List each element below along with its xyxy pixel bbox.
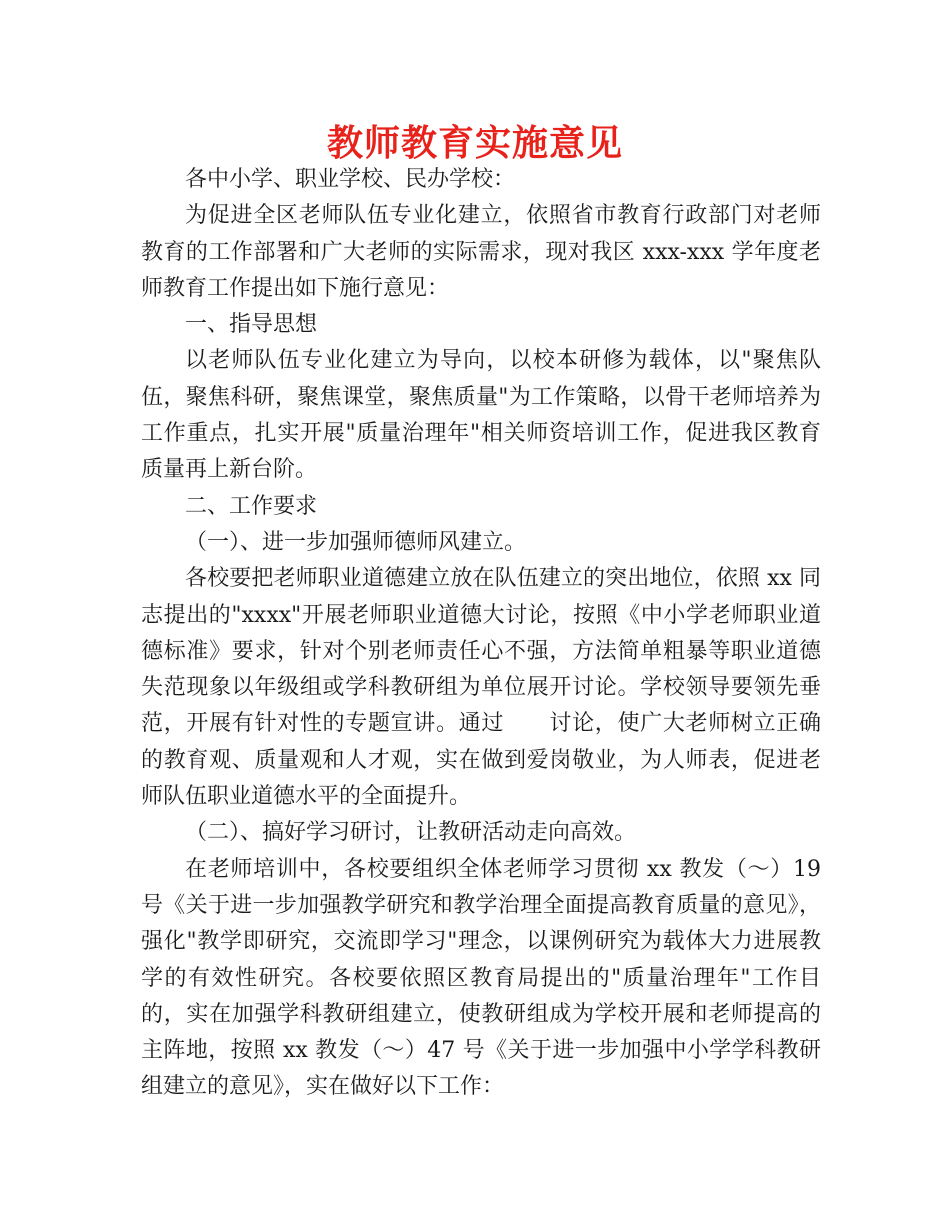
paragraph-guiding-thought: 以老师队伍专业化建立为导向，以校本研修为载体，以"聚焦队伍，聚焦科研，聚焦课堂，聚焦质量"为工作策略，以骨干老师培养为工作重点，扎实开展"质量治理年"相关师资培训工作，促进我区教育质量再上新台阶。: [141, 348, 821, 483]
paragraph-research: 在老师培训中，各校要组织全体老师学习贯彻 xx 教发（～）19 号《关于进一步加强教学研究和教学治理全面提高教育质量的意见》，强化"教学即研究，交流即学习"理念，以课例研究为载体大力进展教学的有效性研究。各校要依照区教育局提出的"质量治理年"工作目的，实在加强学科教研组建立，使教研组成为学校开展和老师提高的主阵地，按照 xx 教发（～）47 号《关于进一步加强中小学学科教研组建立的意见》，实在做好以下工作：: [141, 856, 821, 1100]
subheading-research: （二）、搞好学习研讨，让教研活动走向高效。: [185, 820, 637, 846]
paragraph-intro: 为促进全区老师队伍专业化建立，依照省市教育行政部门对老师教育的工作部署和广大老师的实际需求，现对我区 xxx-xxx 学年度老师教育工作提出如下施行意见：: [141, 203, 821, 301]
heading-work-requirements: 二、工作要求: [185, 493, 318, 519]
paragraph-salutation: 各中小学、职业学校、民办学校：: [185, 167, 516, 192]
paragraph-ethics: 各校要把老师职业道德建立放在队伍建立的突出地位，依照 xx 同志提出的"xxxx"开展老师职业道德大讨论，按照《中小学老师职业道德标准》要求，针对个别老师责任心不强，方法简单粗暴等职业道德失范现象以年级组或学科教研组为单位展开讨论。学校领导要领先垂范，开展有针对性的专题宣讲。通过 讨论，使广大老师树立正确的教育观、质量观和人才观，实在做到爱岗敬业，为人师表，促进老师队伍职业道德水平的全面提升。: [141, 566, 821, 810]
subheading-ethics: （一）、进一步加强师德师风建立。: [185, 529, 527, 555]
document-body: [141, 162, 821, 1106]
heading-guiding-thought: 一、指导思想: [185, 312, 318, 338]
document-title: 教师教育实施意见: [326, 123, 623, 164]
